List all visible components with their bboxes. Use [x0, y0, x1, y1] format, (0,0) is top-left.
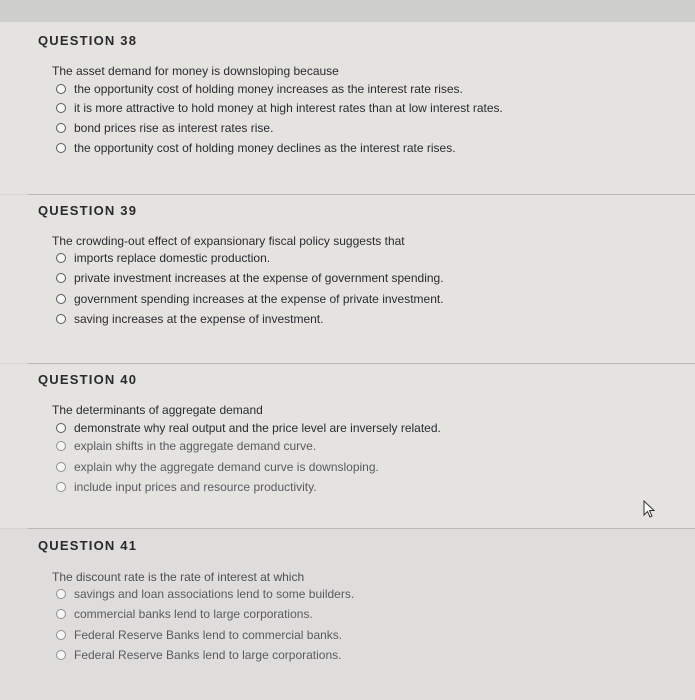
question-41-prompt: The discount rate is the rate of interest at which: [52, 570, 305, 584]
question-40-option-2[interactable]: [56, 439, 316, 453]
question-38-option-3[interactable]: [56, 121, 273, 135]
radio-icon[interactable]: [56, 482, 66, 492]
question-41-option-4[interactable]: [56, 648, 341, 662]
radio-icon[interactable]: [56, 314, 66, 324]
option-label: explain shifts in the aggregate demand curve.: [74, 439, 317, 453]
question-40-option-4[interactable]: [56, 480, 317, 494]
option-label: private investment increases at the expense of government spending.: [74, 271, 444, 285]
option-label: include input prices and resource productivity.: [74, 480, 317, 494]
option-label: demonstrate why real output and the price level are inversely related.: [74, 421, 441, 435]
question-40-prompt: The determinants of aggregate demand: [52, 403, 263, 417]
question-39-option-3[interactable]: [56, 292, 444, 306]
top-strip: [0, 0, 695, 22]
question-39-option-2[interactable]: [56, 271, 444, 285]
question-41-option-3[interactable]: [56, 628, 342, 642]
question-40-title: QUESTION 40: [38, 372, 138, 387]
option-label: saving increases at the expense of investment.: [74, 312, 324, 326]
radio-icon[interactable]: [56, 589, 66, 599]
option-label: imports replace domestic production.: [74, 251, 271, 265]
radio-icon[interactable]: [56, 650, 66, 660]
option-label: Federal Reserve Banks lend to commercial banks.: [74, 628, 343, 642]
option-label: government spending increases at the expense of private investment.: [74, 292, 444, 306]
question-41-option-1[interactable]: [56, 587, 354, 601]
radio-icon[interactable]: [56, 630, 66, 640]
radio-icon[interactable]: [56, 143, 66, 153]
option-label: commercial banks lend to large corporations.: [74, 607, 313, 621]
option-label: savings and loan associations lend to some builders.: [74, 587, 355, 601]
radio-icon[interactable]: [56, 441, 66, 451]
question-38-title: QUESTION 38: [38, 33, 138, 48]
question-40-option-3[interactable]: [56, 460, 379, 474]
option-label: the opportunity cost of holding money declines as the interest rate rises.: [74, 141, 456, 155]
radio-icon[interactable]: [56, 462, 66, 472]
radio-icon[interactable]: [56, 609, 66, 619]
radio-icon[interactable]: [56, 253, 66, 263]
radio-icon[interactable]: [56, 273, 66, 283]
radio-icon[interactable]: [56, 294, 66, 304]
option-label: bond prices rise as interest rates rise.: [74, 121, 274, 135]
question-39-title: QUESTION 39: [38, 203, 138, 218]
radio-icon[interactable]: [56, 103, 66, 113]
question-38-option-1[interactable]: [56, 82, 463, 96]
option-label: explain why the aggregate demand curve is downsloping.: [74, 460, 379, 474]
option-label: Federal Reserve Banks lend to large corporations.: [74, 648, 342, 662]
question-38-option-2[interactable]: [56, 101, 503, 115]
mouse-cursor-icon: [642, 500, 656, 518]
question-40-option-1[interactable]: [56, 421, 441, 435]
option-label: it is more attractive to hold money at high interest rates than at low interest rates.: [74, 101, 503, 115]
question-39-option-4[interactable]: [56, 312, 323, 326]
question-38-option-4[interactable]: [56, 141, 456, 155]
option-label: the opportunity cost of holding money increases as the interest rate rises.: [74, 82, 463, 96]
question-39-option-1[interactable]: [56, 251, 270, 265]
question-38-prompt: The asset demand for money is downsloping because: [52, 64, 339, 78]
question-41-title: QUESTION 41: [38, 538, 138, 553]
question-39-prompt: The crowding-out effect of expansionary fiscal policy suggests that: [52, 234, 405, 248]
question-41-option-2[interactable]: [56, 607, 313, 621]
radio-icon[interactable]: [56, 123, 66, 133]
radio-icon[interactable]: [56, 423, 66, 433]
radio-icon[interactable]: [56, 84, 66, 94]
